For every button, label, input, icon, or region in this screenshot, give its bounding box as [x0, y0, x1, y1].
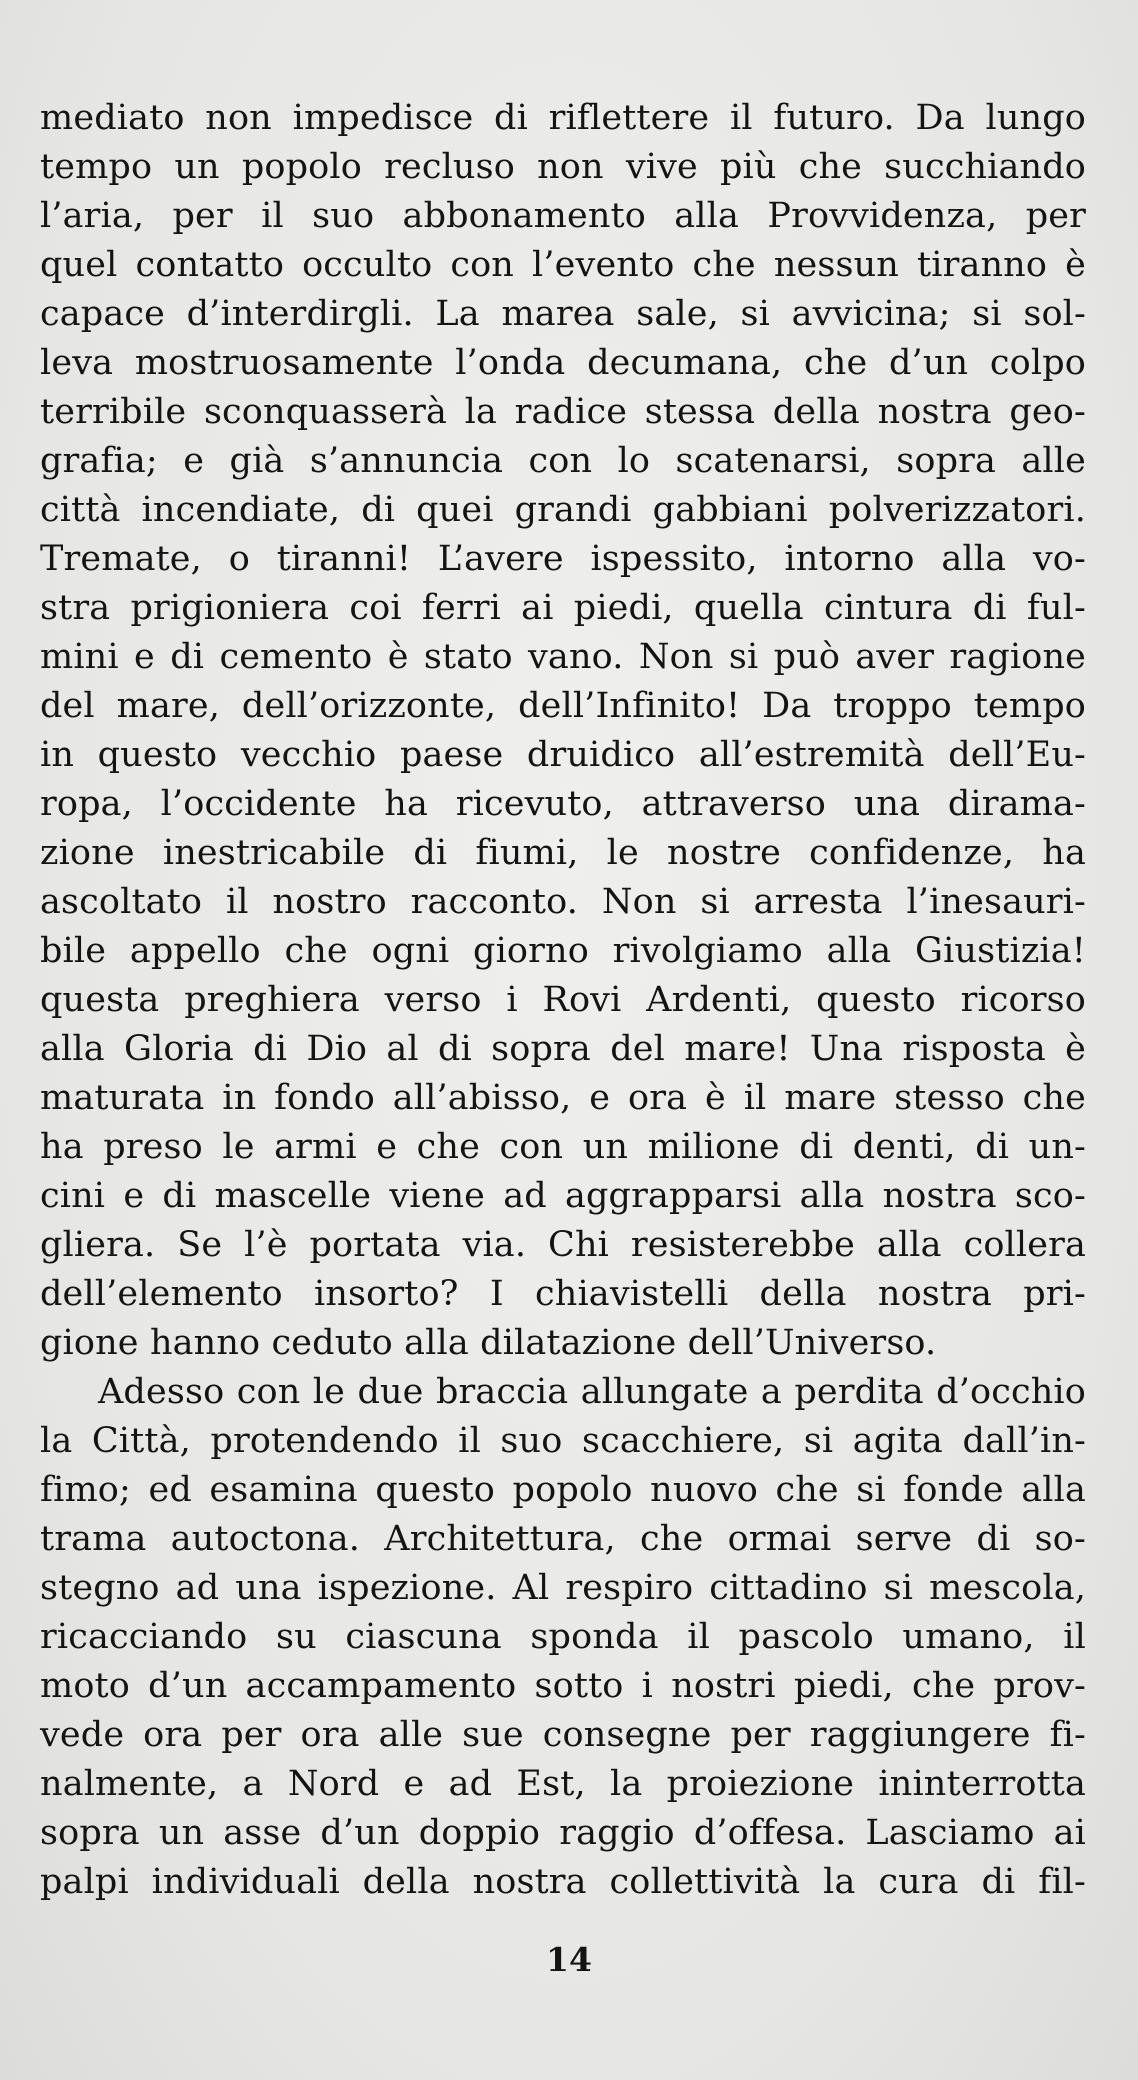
- text-line: capace d’interdirgli. La marea sale, si avvicina; si sol-: [40, 294, 1086, 334]
- text-line: dell’elemento insorto? I chiavistelli della nostra pri-: [40, 1274, 1086, 1314]
- text-line: Adesso con le due braccia allungate a perdita d’occhio: [98, 1372, 1086, 1412]
- text-line: sopra un asse d’un doppio raggio d’offesa. Lasciamo ai: [40, 1813, 1086, 1853]
- text-line: vede ora per ora alle sue consegne per raggiungere fi-: [40, 1715, 1086, 1755]
- text-line: zione inestricabile di fiumi, le nostre confidenze, ha: [40, 833, 1086, 873]
- text-line: leva mostruosamente l’onda decumana, che d’un colpo: [40, 343, 1086, 383]
- text-line: bile appello che ogni giorno rivolgiamo alla Giustizia!: [40, 931, 1086, 971]
- text-line: la Città, protendendo il suo scacchiere, si agita dall’in-: [40, 1421, 1086, 1461]
- text-line: trama autoctona. Architettura, che ormai serve di so-: [40, 1519, 1086, 1559]
- text-line: ricacciando su ciascuna sponda il pascolo umano, il: [40, 1617, 1086, 1657]
- text-line: gione hanno ceduto alla dilatazione dell’Universo.: [40, 1323, 937, 1363]
- paragraph-2: [40, 1368, 1086, 1907]
- text-line: tempo un popolo recluso non vive più che succhiando: [40, 147, 1086, 187]
- text-line: stra prigioniera coi ferri ai piedi, quella cintura di ful-: [40, 588, 1086, 628]
- text-line: terribile sconquasserà la radice stessa della nostra geo-: [40, 392, 1086, 432]
- text-line: ascoltato il nostro racconto. Non si arresta l’inesauri-: [40, 882, 1086, 922]
- text-line: città incendiate, di quei grandi gabbiani polverizzatori.: [40, 490, 1086, 530]
- text-line: l’aria, per il suo abbonamento alla Provvidenza, per: [40, 196, 1086, 236]
- text-line: cini e di mascelle viene ad aggrapparsi alla nostra sco-: [40, 1176, 1086, 1216]
- text-line: mediato non impedisce di riflettere il futuro. Da lungo: [40, 98, 1086, 138]
- text-line: gliera. Se l’è portata via. Chi resisterebbe alla collera: [40, 1225, 1086, 1265]
- text-line: stegno ad una ispezione. Al respiro cittadino si mescola,: [40, 1568, 1086, 1608]
- paragraph-1: [40, 94, 1086, 1368]
- page-number: 14: [546, 1940, 592, 1979]
- text-line: grafia; e già s’annuncia con lo scatenarsi, sopra alle: [40, 441, 1086, 481]
- text-line: ropa, l’occidente ha ricevuto, attraverso una dirama-: [40, 784, 1086, 824]
- text-line: in questo vecchio paese druidico all’estremità dell’Eu-: [40, 735, 1086, 775]
- text-line: palpi individuali della nostra collettività la cura di fil-: [40, 1862, 1086, 1902]
- text-line: moto d’un accampamento sotto i nostri piedi, che prov-: [40, 1666, 1086, 1706]
- text-line: alla Gloria di Dio al di sopra del mare! Una risposta è: [40, 1029, 1086, 1069]
- text-line: questa preghiera verso i Rovi Ardenti, questo ricorso: [40, 980, 1086, 1020]
- text-line: del mare, dell’orizzonte, dell’Infinito! Da troppo tempo: [40, 686, 1086, 726]
- body-text: [40, 94, 1086, 1907]
- text-line: Tremate, o tiranni! L’avere ispessito, intorno alla vo-: [40, 539, 1086, 579]
- text-line: quel contatto occulto con l’evento che nessun tiranno è: [40, 245, 1086, 285]
- text-line: mini e di cemento è stato vano. Non si può aver ragione: [40, 637, 1086, 677]
- text-line: fimo; ed esamina questo popolo nuovo che si fonde alla: [40, 1470, 1086, 1510]
- text-line: maturata in fondo all’abisso, e ora è il mare stesso che: [40, 1078, 1086, 1118]
- text-line: nalmente, a Nord e ad Est, la proiezione ininterrotta: [40, 1764, 1086, 1804]
- text-line: ha preso le armi e che con un milione di denti, di un-: [40, 1127, 1086, 1167]
